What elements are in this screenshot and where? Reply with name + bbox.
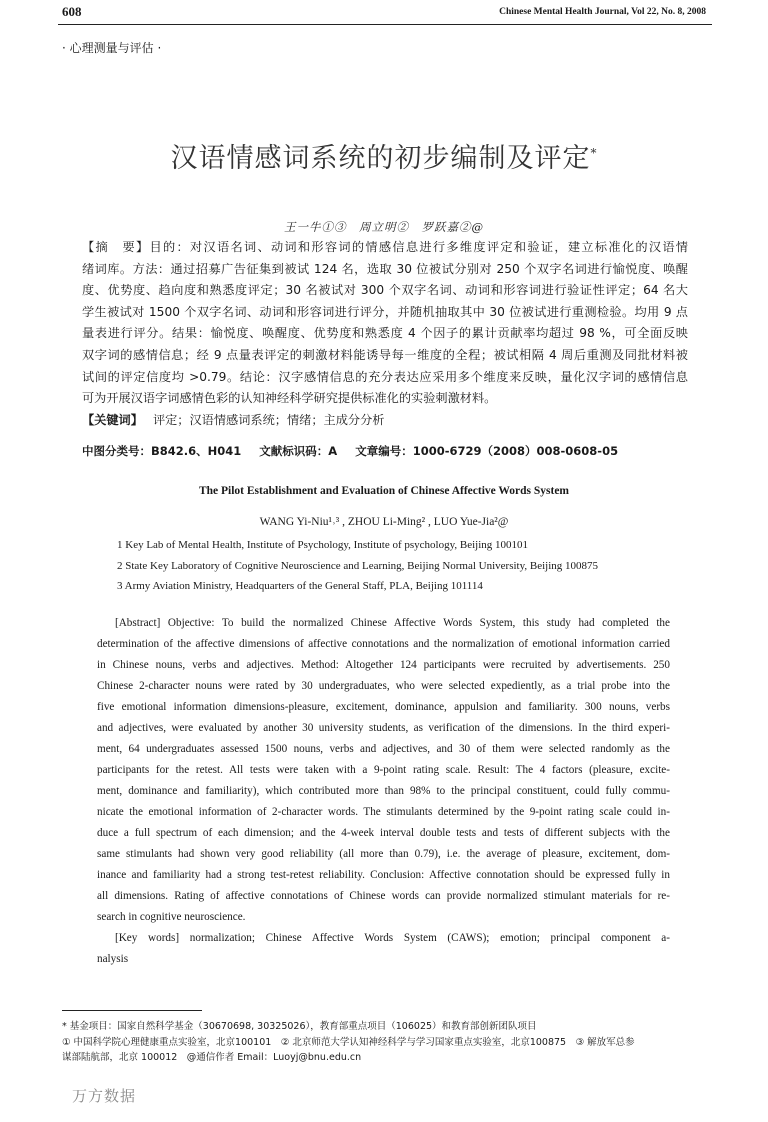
abstract-en-line: in Chinese nouns, verbs and adjectives. Method: Altogether 124 participants were recruited by advertisements. 250 bbox=[97, 659, 670, 671]
abstract-en-line: same stimulants had shown very good reliability (all more than 0.79), i.e. the average of pleasure, excitement, dom- bbox=[97, 848, 670, 860]
affiliation-line: 3 Army Aviation Ministry, Headquarters of the General Staff, PLA, Beijing 101114 bbox=[117, 580, 483, 592]
abstract-en-line: Chinese 2-character nouns were rated by 30 undergraduates, who were selected expediently, as a trial probe into the bbox=[97, 680, 670, 692]
abstract-en-line: nicate the emotional information of 2-character words. The stimulants determined by the 9-point rating scale could in- bbox=[97, 806, 670, 818]
title-text: 汉语情感词系统的初步编制及评定 bbox=[170, 143, 591, 174]
abstract-en-line: all dimensions. Rating of affective connotations of Chinese words can provide normalized stimulant materials for re- bbox=[97, 890, 670, 902]
footnote-rule bbox=[62, 1010, 202, 1011]
footnote-line: ① 中国科学院心理健康重点实验室，北京100101 ② 北京师范大学认知神经科学与学习国家重点实验室，北京100875 ③ 解放军总参 bbox=[62, 1036, 635, 1048]
column-label: · 心理测量与评估 · bbox=[62, 41, 162, 55]
abstract-cn-line: 绪词库。方法：通过招募广告征集到被试 124 名，选取 30 位被试分别对 250 个双字名词进行愉悦度、唤醒 bbox=[82, 261, 688, 276]
authors-en: WANG Yi-Niu¹˒³ , ZHOU Li-Ming² , LUO Yue-Jia²@ bbox=[259, 516, 509, 528]
abstract-en-line: inance and familiarity had a strong test-retest reliability. Conclusion: Affective connotation should be expressed fully in bbox=[97, 869, 670, 881]
abstract-en-line: participants for the retest. All tests were taken with a 9-point rating scale. Result: The 4 factors (pleasure, excite- bbox=[97, 764, 670, 776]
abstract-cn-line: 双字词的感情信息；经 9 点量表评定的刺激材料能诱导每一维度的全程；被试相隔 4 周后重测及同批材料被 bbox=[82, 348, 688, 362]
affiliation-line: 2 State Key Laboratory of Cognitive Neuroscience and Learning, Beijing Normal University, Beijing 100875 bbox=[117, 559, 599, 572]
abstract-cn-line: 学生被试对 1500 个双字名词、动词和形容词进行评分，并随机抽取其中 30 位被试进行重测检验。均用 9 点 bbox=[82, 304, 688, 319]
paper-title-cn bbox=[0, 136, 768, 175]
keywords-cn bbox=[82, 411, 385, 428]
article-number: 文章编号：1000-6729（2008）008-0608-05 bbox=[355, 444, 619, 458]
abstract-en-line: search in cognitive neuroscience. bbox=[97, 911, 246, 923]
abstract-en-line: ment, dominance and familiarity), which contributed more than 98% to the principal constituent, could fully commu- bbox=[97, 785, 670, 797]
watermark: 万方数据 bbox=[72, 1087, 137, 1105]
document-code: 文献标识码：A bbox=[259, 444, 338, 458]
abstract-en-line: ment, 64 undergraduates assessed 1500 nouns, verbs and adjectives, and 30 of them were selected randomly as the bbox=[97, 743, 670, 755]
abstract-en-line: [Abstract] Objective: To build the normalized Chinese Affective Words System, this study had completed the bbox=[115, 617, 670, 629]
abstract-en-line: five emotional information dimensions-pleasure, excitement, dominance, appulsion and familiarity. 300 nouns, verbs bbox=[97, 701, 670, 713]
title-footnote-mark: * bbox=[590, 146, 598, 160]
abstract-en-line: duce a full spectrum of each dimension; and the 4-week interval double tests and tests of different subjects with the bbox=[97, 827, 670, 839]
classification-info bbox=[82, 443, 632, 459]
abstract-en-line: determination of the affective dimensions of affective connotations and the normalization of emotional information carried bbox=[97, 638, 670, 650]
abstract-en-line: [Key words] normalization; Chinese Affective Words System (CAWS); emotion; principal component a- bbox=[115, 932, 670, 944]
authors-cn: 王一牛①③ 周立明② 罗跃嘉②@ bbox=[284, 220, 484, 234]
keywords-cn-text: 评定；汉语情感词系统；情绪；主成分分析 bbox=[152, 413, 385, 427]
page-number: 608 bbox=[62, 4, 82, 19]
classification-number: 中图分类号：B842.6、H041 bbox=[82, 444, 242, 458]
footnote-line: * 基金项目：国家自然科学基金（30670698, 30325026），教育部重点项目（106025）和教育部创新团队项目 bbox=[62, 1021, 537, 1032]
header-rule bbox=[58, 24, 712, 25]
abstract-en-line: nalysis bbox=[97, 953, 129, 965]
keywords-cn-label: 【关键词】 bbox=[82, 413, 143, 427]
journal-header: Chinese Mental Health Journal, Vol 22, No. 8, 2008 bbox=[499, 7, 706, 17]
abstract-cn-line: 可为开展汉语字词感情色彩的认知神经科学研究提供标准化的实验刺激材料。 bbox=[82, 391, 497, 406]
abstract-en-line: and adjectives, were evaluated by another 30 university students, as verification of the dimensions. In the third experi- bbox=[97, 722, 670, 734]
abstract-cn-line: 试间的评定信度均 >0.79。结论：汉字感情信息的充分表达应采用多个维度来反映，量化汉字词的感情信息 bbox=[82, 369, 688, 384]
abstract-cn-line: 度、优势度、趋向度和熟悉度评定；30 名被试对 300 个双字名词、动词和形容词进行验证性评定；64 名大 bbox=[82, 283, 688, 298]
affiliation-line: 1 Key Lab of Mental Health, Institute of Psychology, Institute of psychology, Beijing 100101 bbox=[117, 539, 529, 551]
footnote-line: 谋部陆航部，北京 100012 @通信作者 Email：Luoyj@bnu.edu.cn bbox=[62, 1052, 362, 1063]
abstract-cn-line: 【摘 要】目的：对汉语名词、动词和形容词的情感信息进行多维度评定和验证，建立标准化的汉语情 bbox=[82, 240, 688, 254]
paper-title-en: The Pilot Establishment and Evaluation of Chinese Affective Words System bbox=[198, 485, 570, 497]
abstract-cn-line: 量表进行评分。结果：愉悦度、唤醒度、优势度和熟悉度 4 个因子的累计贡献率均超过 98 %，可全面反映 bbox=[82, 326, 688, 341]
